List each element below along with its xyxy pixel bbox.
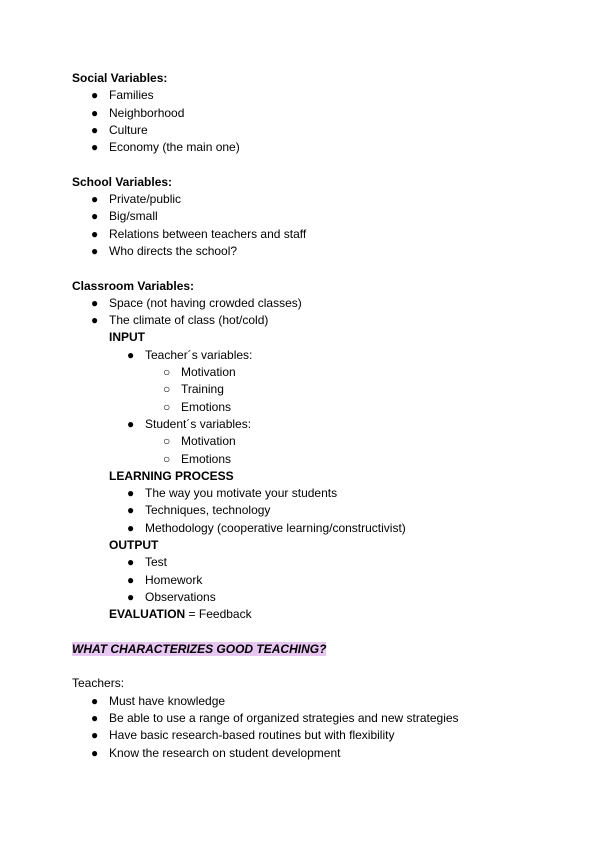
bullet-icon: ● [91,105,99,120]
list-item: ● Relations between teachers and staff [72,226,532,243]
list-item: ○ Emotions [72,451,532,468]
input-heading: INPUT [109,330,145,345]
list-item: ● Neighborhood [72,105,532,122]
bullet-icon: ● [127,555,135,570]
list-item: ● Who directs the school? [72,243,532,260]
list-item: ● Space (not having crowded classes) [72,295,532,312]
list-item: ● The way you motivate your students [72,485,532,502]
list-item: ● Observations [72,589,532,606]
evaluation-text: = Feedback [185,607,252,622]
list-item: ● Economy (the main one) [72,139,532,156]
document-page [72,70,532,762]
list-item: ○ Motivation [72,364,532,381]
bullet-icon: ● [91,140,99,155]
teachers-intro: Teachers: [72,676,125,691]
good-teaching-heading-line [72,641,532,658]
good-teaching-heading: WHAT CHARACTERIZES GOOD TEACHING? [72,641,327,656]
bullet-icon: ● [91,122,99,137]
bullet-icon: ● [127,416,135,431]
bullet-icon: ● [127,503,135,518]
bullet-icon: ● [91,88,99,103]
list-item: ○ Emotions [72,399,532,416]
list-item: ● The climate of class (hot/cold) [72,312,532,329]
list-item: ○ Training [72,381,532,398]
output-heading: OUTPUT [109,538,159,553]
circle-icon: ○ [163,399,171,414]
bullet-icon: ● [127,347,135,362]
classroom-variables-heading: Classroom Variables: [72,278,195,293]
bullet-icon: ● [91,313,99,328]
list-item: ● Techniques, technology [72,502,532,519]
evaluation-label: EVALUATION [109,607,186,622]
bullet-icon: ● [127,520,135,535]
list-item: ● Homework [72,572,532,589]
list-item: ● Culture [72,122,532,139]
list-item: ● Test [72,554,532,571]
circle-icon: ○ [163,382,171,397]
bullet-icon: ● [91,728,99,743]
list-item: ● Know the research on student development [72,745,532,762]
bullet-icon: ● [127,589,135,604]
bullet-icon: ● [91,295,99,310]
circle-icon: ○ [163,434,171,449]
bullet-icon: ● [91,209,99,224]
list-item: ● Big/small [72,208,532,225]
list-item: ● Student´s variables: [72,416,532,433]
circle-icon: ○ [163,365,171,380]
bullet-icon: ● [91,192,99,207]
bullet-icon: ● [127,486,135,501]
bullet-icon: ● [91,693,99,708]
bullet-icon: ● [91,243,99,258]
list-item: ● Must have knowledge [72,693,532,710]
bullet-icon: ● [91,745,99,760]
list-item: ● Private/public [72,191,532,208]
bullet-icon: ● [127,572,135,587]
list-item: ○ Motivation [72,433,532,450]
evaluation-line [72,606,532,623]
list-item: ● Have basic research-based routines but with flexibility [72,727,532,744]
bullet-icon: ● [91,226,99,241]
school-variables-heading: School Variables: [72,174,173,189]
circle-icon: ○ [163,451,171,466]
list-item: ● Teacher´s variables: [72,347,532,364]
list-item: ● Families [72,87,532,104]
list-item: ● Be able to use a range of organized strategies and new strategies [72,710,532,727]
list-item: ● Methodology (cooperative learning/constructivist) [72,520,532,537]
social-variables-heading: Social Variables: [72,71,168,85]
bullet-icon: ● [91,710,99,725]
learning-process-heading: LEARNING PROCESS [109,468,234,483]
